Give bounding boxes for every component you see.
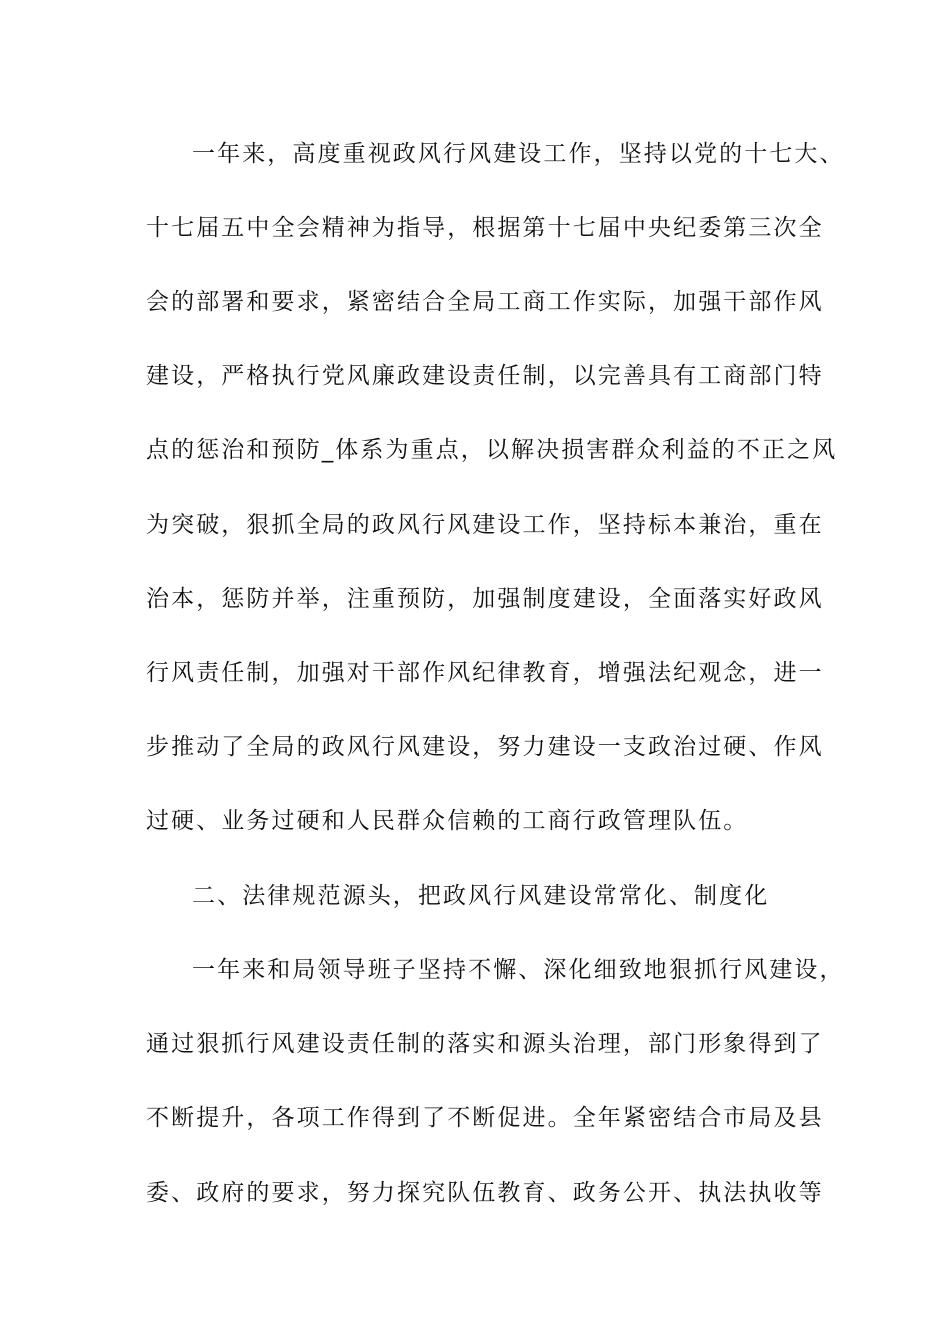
paragraph-1-line-7: 治本，惩防并举，注重预防，加强制度建设，全面落实好政风 bbox=[146, 586, 824, 612]
paragraph-2-line-3: 不断提升，各项工作得到了不断促进。全年紧密结合市局及县 bbox=[146, 1105, 824, 1131]
paragraph-2-line-1: 一年来和局领导班子坚持不懈、深化细致地狠抓行风建设， bbox=[192, 957, 845, 983]
paragraph-1-line-10: 过硬、业务过硬和人民群众信赖的工商行政管理队伍。 bbox=[146, 808, 749, 834]
paragraph-1-line-3: 会的部署和要求，紧密结合全局工商工作实际，加强干部作风 bbox=[146, 289, 824, 315]
paragraph-2-line-2: 通过狠抓行风建设责任制的落实和源头治理，部门形象得到了 bbox=[146, 1031, 824, 1057]
paragraph-1-line-5: 点的惩治和预防_体系为重点，以解决损害群众利益的不正之风 bbox=[146, 437, 838, 463]
paragraph-1-line-4: 建设，严格执行党风廉政建设责任制，以完善具有工商部门特 bbox=[146, 363, 824, 389]
paragraph-1-line-8: 行风责任制，加强对干部作风纪律教育，增强法纪观念，进一 bbox=[146, 660, 824, 686]
paragraph-2-line-4: 委、政府的要求，努力探究队伍教育、政务公开、执法执收等 bbox=[146, 1180, 824, 1206]
paragraph-1-line-9: 步推动了全局的政风行风建设，努力建设一支政治过硬、作风 bbox=[146, 734, 824, 760]
paragraph-1-line-6: 为突破，狠抓全局的政风行风建设工作，坚持标本兼治，重在 bbox=[146, 512, 824, 538]
section-heading: 二、法律规范源头，把政风行风建设常常化、制度化 bbox=[192, 883, 770, 909]
paragraph-1-line-1: 一年来，高度重视政风行风建设工作，坚持以党的十七大、 bbox=[192, 141, 845, 167]
paragraph-1-line-2: 十七届五中全会精神为指导，根据第十七届中央纪委第三次全 bbox=[146, 215, 824, 241]
